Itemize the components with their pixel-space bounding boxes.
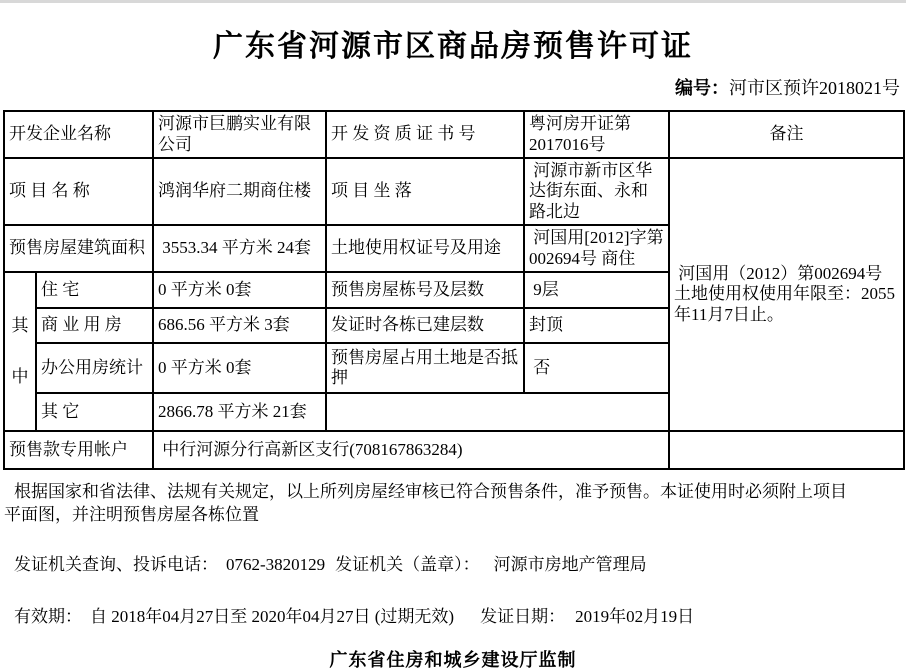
group-label-qizhong: [4, 272, 36, 431]
validity-label: 有效期：: [14, 607, 82, 627]
producer-line: 广东省住房和城乡建设厅监制: [329, 650, 577, 671]
land-cert-label: 土地使用权证号及用途: [326, 225, 524, 272]
commercial-value: 686.56 平方米 3套: [153, 308, 326, 343]
office-label: 办公用房统计: [36, 343, 153, 393]
table-row: [4, 431, 904, 469]
project-name-label: 项 目 名 称: [4, 158, 153, 225]
remark-body: 河国用（2012）第002694号土地使用权使用年限至：2055年11月7日止。: [669, 158, 904, 431]
built-floors-label: 发证时各栋已建层数: [326, 308, 524, 343]
table-row: [4, 158, 904, 225]
mortgage-value: 否: [524, 343, 669, 393]
qualification-cert-label: 开 发 资 质 证 书 号: [326, 111, 524, 158]
qizhong-char-bottom: 中: [11, 367, 29, 387]
mortgage-label: 预售房屋占用土地是否抵押: [326, 343, 524, 393]
commercial-label: 商 业 用 房: [36, 308, 153, 343]
document-number-value: 河市区预许2018021号: [729, 78, 900, 98]
table-row: [4, 111, 904, 158]
issue-date-label: 发证日期：: [480, 607, 566, 627]
residential-label: 住 宅: [36, 272, 153, 308]
land-cert-value: 河国用[2012]字第002694号 商住: [524, 225, 669, 272]
building-floors-label: 预售房屋栋号及层数: [326, 272, 524, 308]
account-label: 预售款专用帐户: [4, 431, 153, 469]
presale-area-label: 预售房屋建筑面积: [4, 225, 153, 272]
document-title: 广东省河源市区商品房预售许可证: [213, 30, 693, 63]
other-label: 其 它: [36, 393, 153, 431]
seal-label: 发证机关（盖章）：: [335, 555, 480, 575]
agency-line: [0, 550, 906, 575]
qizhong-char-top: 其: [11, 315, 29, 335]
qizhong-vertical-text: [9, 316, 31, 388]
phone-number: 0762-3820129: [226, 555, 326, 575]
project-location-label: 项 目 坐 落: [326, 158, 524, 225]
project-name-value: 鸿润华府二期商住楼: [153, 158, 326, 225]
empty-remark-cell: [669, 431, 904, 469]
developer-name-label: 开发企业名称: [4, 111, 153, 158]
project-location-value: 河源市新市区华达街东面、永和路北边: [524, 158, 669, 225]
building-floors-value: 9层: [524, 272, 669, 308]
presale-area-value: 3553.34 平方米 24套: [153, 225, 326, 272]
document-number: [0, 74, 906, 100]
permit-table: [3, 110, 905, 470]
document-number-label: 编号：: [675, 78, 729, 98]
empty-cell: [326, 393, 669, 431]
other-value: 2866.78 平方米 21套: [153, 393, 326, 431]
residential-value: 0 平方米 0套: [153, 272, 326, 308]
page-top-edge: [0, 0, 906, 3]
validity-line: [0, 602, 906, 627]
office-value: 0 平方米 0套: [153, 343, 326, 393]
built-floors-value: 封顶: [524, 308, 669, 343]
qualification-cert-value: 粤河房开证第2017016号: [524, 111, 669, 158]
remark-header: 备注: [669, 111, 904, 158]
account-value: 中行河源分行高新区支行(708167863284): [153, 431, 669, 469]
approval-note: 根据国家和省法律、法规有关规定，以上所列房屋经审核已符合预售条件，准予预售。本证使用时必须附上项目平面图，并注明预售房屋各栋位置: [4, 482, 847, 524]
validity-value: 自 2018年04月27日至 2020年04月27日 (过期无效): [90, 607, 455, 627]
developer-name-value: 河源市巨鹏实业有限公司: [153, 111, 326, 158]
agency-name: 河源市房地产管理局: [493, 555, 647, 575]
phone-label: 发证机关查询、投诉电话：: [14, 555, 218, 575]
issue-date-value: 2019年02月19日: [575, 607, 695, 627]
